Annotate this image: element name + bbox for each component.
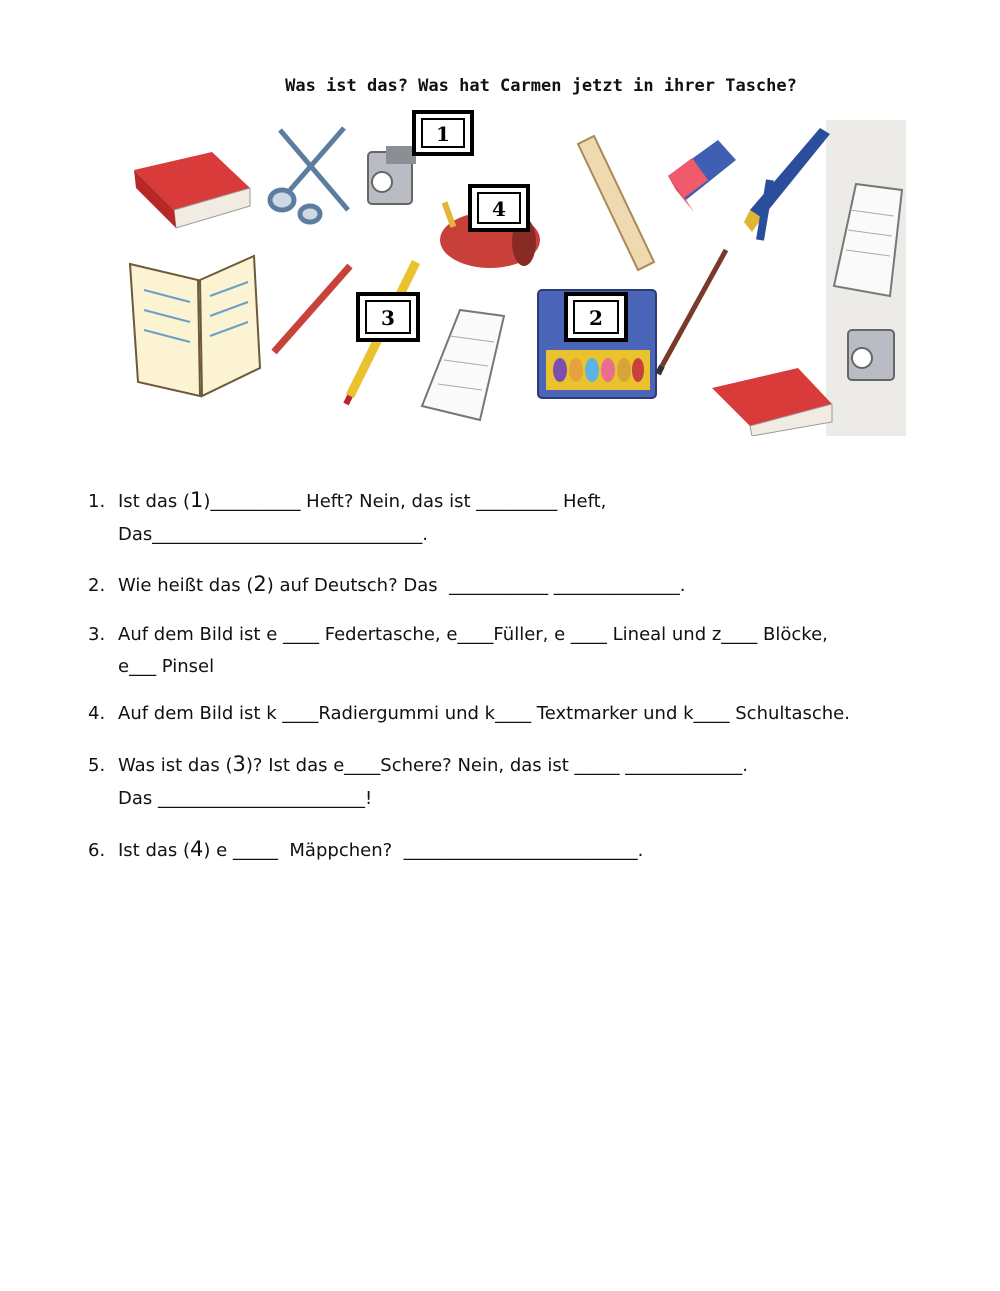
label-4-text: 4 — [492, 197, 506, 221]
picture-ref: 1 — [190, 488, 204, 512]
question-number: 2. — [88, 575, 106, 596]
open-book-icon — [130, 256, 260, 396]
question-5-continuation: Das _______________________! — [118, 788, 373, 809]
eraser-icon — [668, 140, 736, 212]
question-5 — [88, 748, 748, 782]
picture-ref: 2 — [253, 572, 267, 596]
question-number: 3. — [88, 624, 106, 645]
question-text: )__________ Heft? Nein, das ist _________ Heft, — [203, 491, 607, 512]
sharpener-icon — [848, 330, 894, 380]
question-text: Auf dem Bild ist k ____Radiergummi und k____ Textmarker und k____ Schultasche. — [118, 703, 850, 724]
ruler-icon — [578, 136, 654, 270]
book-icon — [134, 152, 250, 228]
notepad-icon — [422, 310, 504, 420]
paintbrush-icon — [658, 250, 726, 374]
question-text: )? Ist das e____Schere? Nein, das ist _____ _____________. — [245, 755, 748, 776]
fountain-pen-icon — [744, 128, 830, 240]
question-text: ) e _____ Mäppchen? __________________________. — [203, 840, 644, 861]
question-6 — [88, 833, 643, 867]
question-4 — [88, 697, 850, 730]
question-3 — [88, 618, 828, 651]
question-text: Ist das ( — [118, 491, 191, 512]
question-text: Was ist das ( — [118, 755, 233, 776]
scissors-icon — [270, 128, 348, 222]
question-1-continuation: Das______________________________. — [118, 524, 428, 545]
question-3-continuation: e___ Pinsel — [118, 656, 215, 677]
label-2-text: 2 — [589, 306, 603, 330]
book-icon — [712, 368, 832, 436]
question-number: 1. — [88, 491, 106, 512]
question-1 — [88, 484, 606, 518]
worksheet-title: Was ist das? Was hat Carmen jetzt in ihrer Tasche? — [285, 76, 797, 96]
pencil-icon — [274, 266, 350, 352]
question-text: Wie heißt das ( — [118, 575, 254, 596]
picture-ref: 4 — [190, 837, 204, 861]
label-1-text: 1 — [436, 122, 450, 146]
question-number: 4. — [88, 703, 106, 724]
question-text: Ist das ( — [118, 840, 191, 861]
question-2 — [88, 568, 686, 602]
label-3-text: 3 — [381, 306, 395, 330]
question-text: Auf dem Bild ist e ____ Federtasche, e____Füller, e ____ Lineal und z____ Blöcke, — [118, 624, 828, 645]
question-text: ) auf Deutsch? Das ___________ ______________. — [266, 575, 686, 596]
picture-ref: 3 — [232, 752, 246, 776]
sharpener-icon — [368, 146, 416, 204]
question-number: 6. — [88, 840, 106, 861]
question-number: 5. — [88, 755, 106, 776]
school-supplies-picture — [120, 110, 906, 436]
